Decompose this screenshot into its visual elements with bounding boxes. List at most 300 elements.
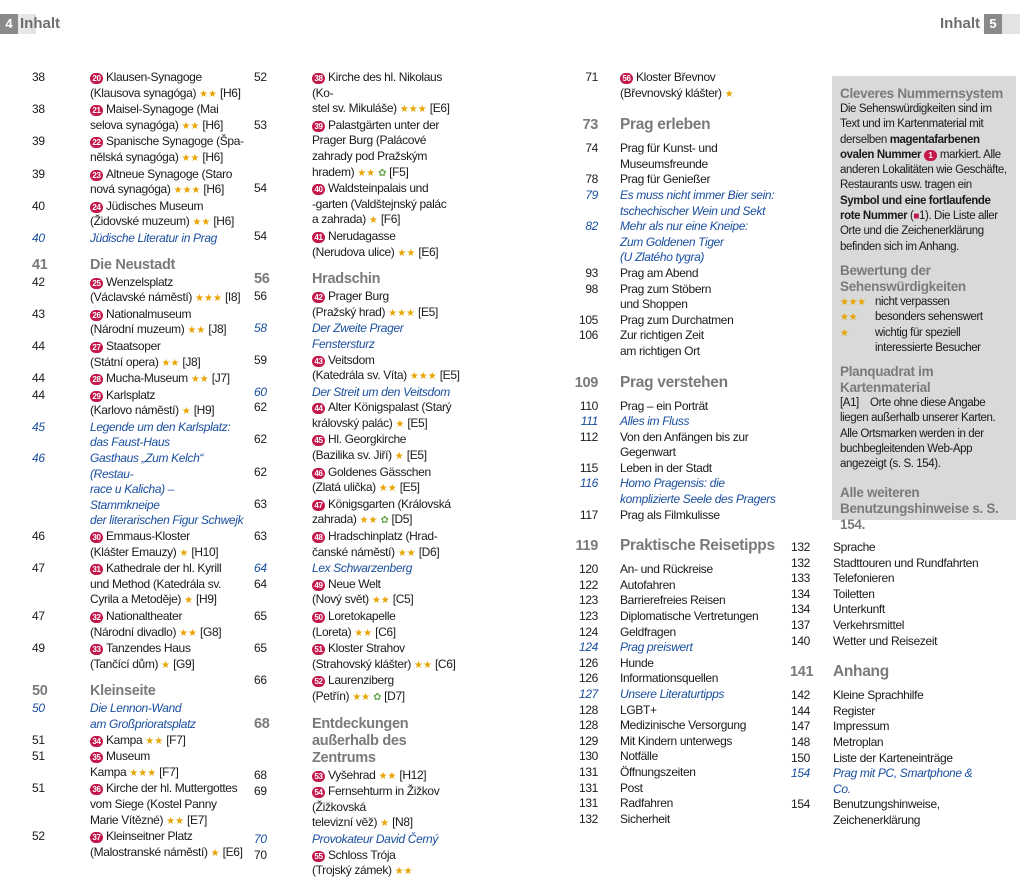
info-numbering-text: Die Sehenswürdigkeiten sind im Text und im Kartenmaterial mit derselben magentafarbenen ovalen Nummer 1 markiert. Alle anderen Lokalitäten wie Geschäfte, Restaurants usw. tragen ein Symbol und eine fortlaufende rote Nummer (■1). Die Liste aller Orte und die Zeichenerklärung befinden sich im Anhang. [840, 103, 1007, 253]
entry-text [312, 133, 462, 149]
entry-title: Von den Anfängen bis zur Gegenwart [620, 429, 749, 460]
entry-page-number: 150 [791, 750, 810, 765]
entry-page-number: 71 [585, 70, 598, 84]
entry-title: (Židovské muzeum) [90, 214, 190, 229]
entry-title: Mit Kindern unterwegs [620, 733, 733, 748]
entry-text [833, 688, 985, 704]
entry-title: Maisel-Synagoge (Mai [106, 102, 219, 117]
feature-entry [560, 414, 805, 430]
entry-text [312, 70, 462, 101]
entry-title: hradem) [312, 164, 355, 179]
entry-title: Kirche des hl. Nikolaus (Ko- [312, 70, 443, 100]
entry-title: Laurenziberg [328, 673, 394, 688]
map-grid-ref: [E5] [407, 415, 428, 430]
section-title-line: Prag verstehen [620, 373, 728, 391]
entry-title: (Václavské náměstí) [90, 290, 193, 305]
entry-text [312, 609, 462, 625]
entry-title: (Klášter Emauzy) [90, 544, 177, 559]
toc-entry [252, 689, 462, 706]
entry-title: Karlsplatz [106, 387, 156, 402]
entry-page-number: 93 [585, 265, 598, 280]
section-heading [252, 271, 462, 288]
entry-text [833, 797, 985, 813]
toc-entry [30, 845, 245, 862]
entry-title: Museum [106, 749, 150, 764]
entry-page-number [252, 657, 312, 674]
section-heading [30, 683, 245, 700]
entry-text [90, 701, 245, 717]
entry-title: Kloster Břevnov [636, 70, 716, 84]
entry-page-number [30, 182, 90, 199]
entry-title: Jüdische Literatur in Prag [90, 230, 217, 245]
map-grid-ref: [I8] [224, 290, 241, 305]
entry-page-number [30, 403, 90, 420]
entry-title: Radfahren [620, 796, 673, 811]
toc-entry [252, 353, 462, 369]
toc-entry [252, 165, 462, 182]
entry-page-number: 65 [254, 609, 267, 623]
toc-entry [790, 556, 985, 572]
entry-title: nová synagóga) [90, 182, 171, 197]
toc-entry [790, 797, 985, 813]
entry-text [312, 577, 462, 593]
toc-entry [30, 765, 245, 782]
info-title-numbering: Cleveres Nummernsystem [840, 86, 1003, 101]
entry-text [620, 562, 805, 578]
map-grid-ref: [J7] [211, 371, 230, 386]
entry-title: (Trojský zámek) [312, 863, 392, 878]
entry-text [312, 118, 462, 134]
toc-entry [30, 182, 245, 199]
toc-column-2 [252, 70, 462, 880]
entry-page-number: 128 [579, 718, 598, 733]
entry-page-number: 63 [254, 529, 267, 544]
entry-title: An- und Rückreise [620, 562, 713, 577]
stars-icon: ★★ [357, 167, 376, 179]
entry-title: Zur richtigen Zeit [620, 328, 704, 343]
entry-text [90, 134, 245, 150]
entry-page-number: 46 [32, 451, 45, 466]
entry-title: (Zlatá ulička) [312, 480, 376, 495]
entry-page-number [30, 765, 90, 782]
entry-text [833, 704, 985, 720]
entry-text [620, 86, 805, 103]
stars-icon: ★★ [397, 247, 416, 259]
toc-entry [30, 134, 245, 150]
entry-title: Impressum [833, 719, 890, 734]
entry-text [90, 641, 245, 657]
entry-title: Cyrila a Metoděje) [90, 592, 182, 607]
toc-column-1 [30, 70, 245, 861]
entry-page-number [252, 149, 312, 165]
entry-title: Geldfragen [620, 624, 676, 639]
sight-number-badge: 39 [312, 121, 325, 132]
entry-title: Hunde [620, 655, 654, 670]
feature-entry [252, 385, 462, 401]
entry-text [620, 70, 805, 86]
entry-text [90, 339, 245, 355]
stars-icon: ★ [368, 215, 378, 227]
entry-page-number [30, 845, 90, 862]
entry-page-number [30, 150, 90, 167]
toc-entry [252, 641, 462, 657]
map-grid-ref: [H6] [202, 117, 223, 132]
entry-page-number [252, 212, 312, 229]
entry-text [620, 656, 805, 672]
entry-title: Unsere Literaturtipps [620, 687, 725, 701]
section-title [620, 115, 805, 135]
entry-page-number: 49 [32, 641, 45, 656]
toc-entry [252, 305, 462, 322]
toc-entry [560, 508, 805, 524]
section-title-line: Entdeckungen [312, 715, 409, 732]
entry-title: Klausen-Synagoge [106, 70, 202, 84]
stars-icon: ★★ [840, 312, 858, 324]
entry-title: (Karlovo náměstí) [90, 403, 179, 418]
entry-page-number: 124 [579, 624, 598, 639]
entry-text [833, 735, 985, 751]
toc-entry [790, 704, 985, 720]
entry-page-number [560, 492, 620, 508]
entry-text [620, 219, 805, 235]
entry-title: Prag preiswert [620, 640, 693, 655]
entry-page-number [252, 416, 312, 433]
entry-text [90, 118, 245, 135]
section-page-number: 56 [254, 271, 270, 288]
sight-number-badge: 20 [90, 73, 103, 84]
toc-entry [252, 197, 462, 213]
stars-icon: ★★ [354, 627, 373, 639]
toc-entry [790, 571, 985, 587]
map-grid-ref: [E5] [406, 448, 427, 463]
rating-row: ★★★ nicht verpassen [840, 295, 1008, 310]
map-grid-ref: [E7] [187, 812, 207, 827]
toc-entry [252, 70, 462, 101]
entry-text [312, 592, 462, 609]
entry-page-number [30, 86, 90, 103]
entry-title: Staatsoper [106, 338, 161, 353]
entry-title: (Žižkovská [312, 799, 366, 814]
entry-page-number [252, 815, 312, 832]
feature-entry [30, 435, 245, 451]
toc-entry [560, 671, 805, 687]
rating-row: ★ wichtig für speziell interessierte Besucher [840, 326, 1008, 357]
toc-entry [30, 561, 245, 577]
entry-title: vom Siege (Kostel Panny [90, 796, 217, 811]
sight-number-badge: 47 [312, 500, 325, 511]
entry-page-number: 58 [254, 321, 267, 336]
entry-title: Prag mit PC, Smartphone & Co. [833, 766, 973, 796]
entry-page-number [252, 800, 312, 816]
entry-page-number: 154 [791, 797, 810, 812]
entry-page-number: 123 [579, 609, 598, 624]
entry-text [312, 832, 462, 848]
entry-page-number [252, 245, 312, 262]
map-grid-ref: [J8] [182, 354, 201, 369]
entry-page-number [560, 86, 620, 103]
entry-page-number [30, 545, 90, 562]
stars-icon: ★★ [179, 627, 198, 639]
entry-title: Sicherheit [620, 811, 670, 826]
entry-text [312, 448, 462, 465]
toc-entry [790, 719, 985, 735]
entry-title: Wetter und Reisezeit [833, 633, 938, 648]
entry-title: Veitsdom [328, 352, 375, 367]
entry-page-number: 70 [254, 831, 267, 846]
toc-entry [30, 322, 245, 339]
toc-entry [560, 812, 805, 828]
entry-text [90, 199, 245, 215]
entry-text [90, 182, 245, 199]
entry-text [620, 344, 805, 360]
stars-icon: ★★ [181, 152, 200, 164]
entry-page-number: 82 [585, 219, 598, 234]
entry-page-number: 50 [32, 701, 45, 716]
toc-entry [30, 371, 245, 388]
toc-entry [30, 403, 245, 420]
info-footer: Alle weiteren Benutzungshinweise s. S. 154. [840, 484, 999, 532]
entry-page-number: 74 [585, 141, 598, 156]
stars-icon: ★★★ [409, 371, 437, 383]
toc-column-3 [560, 70, 805, 827]
section-title [620, 536, 805, 556]
entry-title: Kampa [106, 732, 143, 747]
entry-text [312, 480, 462, 497]
feature-entry [30, 482, 245, 513]
entry-text [90, 102, 245, 118]
entry-text [312, 385, 462, 401]
entry-page-number: 52 [32, 829, 45, 844]
entry-text [312, 768, 462, 785]
entry-page-number: 123 [579, 593, 598, 608]
toc-column-4 [790, 540, 985, 829]
section-title-line: Anhang [833, 663, 889, 681]
toc-entry [252, 863, 462, 880]
entry-title: Waldsteinpalais und [328, 181, 429, 196]
toc-entry [30, 592, 245, 609]
entry-text [312, 245, 462, 262]
nature-icon: ✿ [373, 691, 382, 703]
sight-number-badge: 31 [90, 564, 103, 575]
page-number-left: 4 [0, 14, 18, 34]
entry-title: Prag als Filmkulisse [620, 507, 720, 522]
entry-title: selova synagóga) [90, 117, 179, 132]
entry-page-number: 44 [32, 387, 45, 402]
stars-icon: ★ [161, 659, 171, 671]
toc-entry [252, 101, 462, 118]
section-title [90, 683, 245, 700]
entry-text [620, 609, 805, 625]
entry-page-number: 38 [32, 102, 45, 117]
entry-page-number: 38 [32, 70, 45, 84]
toc-entry [30, 275, 245, 291]
entry-text [90, 86, 245, 103]
toc-entry [30, 339, 245, 355]
entry-page-number: 54 [254, 228, 267, 243]
toc-entry [252, 625, 462, 642]
sight-number-badge: 55 [312, 851, 325, 862]
sight-number-badge: 50 [312, 612, 325, 623]
section-heading [30, 257, 245, 274]
entry-title: Kloster Strahov [328, 641, 405, 656]
toc-entry [30, 214, 245, 231]
entry-title: Autofahren [620, 577, 676, 592]
info-title-grid: Planquadrat im Kartenmaterial [840, 364, 934, 396]
entry-page-number [252, 592, 312, 609]
entry-title: und Shoppen [620, 297, 688, 312]
entry-page-number [252, 368, 312, 385]
toc-entry [560, 765, 805, 781]
feature-entry [560, 204, 805, 220]
entry-page-number: 40 [32, 230, 45, 245]
stars-icon: ★★ [378, 483, 397, 495]
feature-entry [560, 188, 805, 204]
toc-entry [30, 545, 245, 562]
sight-number-badge: 45 [312, 435, 325, 446]
badge-icon: 1 [924, 150, 937, 161]
entry-text [620, 718, 805, 734]
entry-page-number: 140 [791, 633, 810, 648]
entry-page-number: 52 [254, 70, 267, 84]
entry-title: Nationaltheater [106, 609, 183, 623]
nature-icon: ✿ [378, 167, 387, 179]
entry-text [620, 297, 805, 313]
entry-text [312, 863, 462, 880]
toc-entry [252, 609, 462, 625]
map-grid-ref: [D7] [384, 688, 405, 703]
entry-title: Nationalmuseum [106, 306, 192, 321]
entry-text [312, 197, 462, 213]
entry-page-number [252, 512, 312, 529]
entry-text [833, 813, 985, 829]
toc-entry [30, 529, 245, 545]
entry-text [90, 275, 245, 291]
entry-text [620, 313, 805, 329]
sight-number-badge: 34 [90, 736, 103, 747]
entry-text [620, 671, 805, 687]
entry-text [312, 432, 462, 448]
toc-entry [560, 172, 805, 188]
entry-title: Prager Burg [328, 289, 389, 304]
entry-title: Informationsquellen [620, 671, 719, 686]
entry-text [90, 529, 245, 545]
toc-entry [790, 634, 985, 650]
sight-number-badge: 44 [312, 403, 325, 414]
toc-entry [252, 133, 462, 149]
entry-text [620, 250, 805, 266]
entry-text [620, 703, 805, 719]
toc-entry [560, 266, 805, 282]
entry-text [90, 167, 245, 183]
toc-entry [560, 703, 805, 719]
entry-title: Barrierefreies Reisen [620, 593, 726, 608]
feature-entry [30, 701, 245, 717]
stars-icon: ★★★ [388, 307, 416, 319]
entry-title: (Bazilika sv. Jiří) [312, 448, 392, 463]
info-box [832, 76, 1016, 532]
sight-number-badge: 30 [90, 532, 103, 543]
entry-title: televizní věž) [312, 815, 378, 830]
entry-page-number: 44 [32, 371, 45, 386]
entry-page-number: 66 [254, 673, 267, 688]
entry-page-number: 51 [32, 781, 45, 796]
entry-title: (U Zlatého tygra) [620, 250, 705, 265]
stars-icon: ★★ [192, 217, 211, 229]
entry-title: Der Streit um den Veitsdom [312, 384, 450, 399]
entry-page-number: 47 [32, 609, 45, 623]
toc-entry [30, 641, 245, 657]
entry-title: Jüdisches Museum [106, 198, 204, 213]
toc-entry [252, 368, 462, 385]
entry-page-number: 42 [32, 274, 45, 289]
entry-title: Gasthaus „Zum Kelch“ (Restau- [90, 451, 204, 481]
entry-title: Loretokapelle [328, 609, 396, 623]
entry-title: (Tančící dům) [90, 656, 159, 671]
entry-title: Prager Burg (Palácové [312, 133, 427, 148]
entry-title: a zahrada) [312, 212, 366, 227]
toc-entry [560, 734, 805, 750]
section-page-number: 109 [574, 374, 598, 391]
entry-title: Prag – ein Porträt [620, 398, 708, 413]
page-title-right: Inhalt [940, 15, 980, 32]
entry-text [90, 435, 245, 451]
entry-title: Tanzendes Haus [106, 641, 191, 656]
entry-title: am richtigen Ort [620, 343, 700, 358]
entry-text [620, 399, 805, 415]
toc-entry [560, 297, 805, 313]
entry-title: -garten (Valdštejnský palác [312, 196, 447, 211]
sight-number-badge: 43 [312, 356, 325, 367]
toc-entry [30, 290, 245, 307]
entry-text [90, 371, 245, 388]
entry-page-number: 51 [32, 749, 45, 764]
toc-entry [252, 289, 462, 305]
entry-title: (Klausova synagóga) [90, 85, 197, 100]
toc-entry [790, 751, 985, 767]
entry-title: Benutzungshinweise, [833, 797, 940, 812]
entry-text [90, 451, 245, 482]
section-heading [560, 536, 805, 556]
entry-title: Prag zum Durchatmen [620, 312, 734, 327]
toc-entry [560, 781, 805, 797]
toc-entry [30, 733, 245, 750]
toc-entry [790, 735, 985, 751]
map-grid-ref: [H9] [193, 403, 215, 418]
entry-page-number: 132 [579, 811, 598, 826]
entry-text [620, 430, 805, 461]
section-title-line: außerhalb des Zentrums [312, 732, 407, 766]
toc-entry [252, 400, 462, 416]
entry-text [312, 800, 462, 816]
stars-icon: ★★ [352, 691, 371, 703]
entry-text [312, 289, 462, 305]
toc-entry [252, 577, 462, 593]
entry-title: Leben in der Stadt [620, 460, 712, 475]
map-grid-ref: [E5] [439, 368, 460, 383]
toc-entry [252, 416, 462, 433]
section-title [90, 257, 245, 274]
entry-title: race u Kalicha) – Stammkneipe [90, 482, 175, 512]
entry-title: Kleine Sprachhilfe [833, 688, 924, 703]
section-page-number: 41 [32, 256, 48, 273]
entry-text [312, 529, 462, 545]
entry-text [312, 416, 462, 433]
toc-entry [560, 609, 805, 625]
entry-page-number: 126 [579, 655, 598, 670]
sight-number-badge: 52 [312, 676, 325, 687]
entry-text [90, 717, 245, 733]
entry-text [90, 150, 245, 167]
